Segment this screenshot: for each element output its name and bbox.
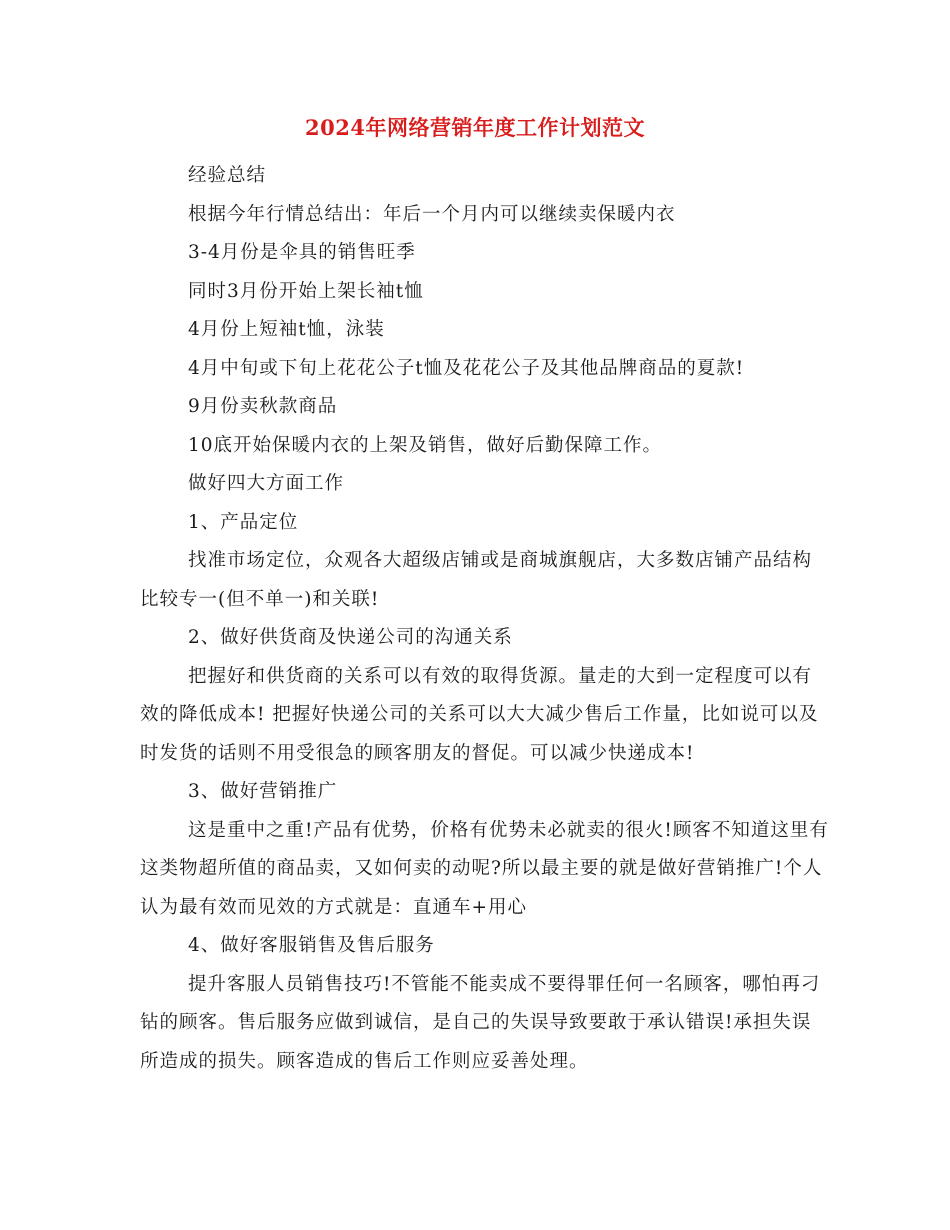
paragraph: 4月份上短袖t恤，泳装: [188, 319, 385, 340]
document-body: [140, 157, 830, 1081]
paragraph: 4月中旬或下旬上花花公子t恤及花花公子及其他品牌商品的夏款!: [188, 357, 745, 379]
paragraph: 1、产品定位: [188, 511, 299, 533]
paragraph: 同时3月份开始上架长袖t恤: [188, 280, 424, 302]
paragraph: 把握好和供货商的关系可以有效的取得货源。量走的大到一定程度可以有效的降低成本! 把握好快递公司的关系可以大大减少售后工作量，比如说可以及时发货的话则不用受很急的顾客朋友的督促。可以减少快递成本!: [140, 665, 819, 764]
paragraph: 找准市场定位，众观各大超级店铺或是商城旗舰店，大多数店铺产品结构比较专一(但不单一)和关联!: [140, 550, 813, 610]
paragraph: 3、做好营销推广: [188, 781, 338, 802]
paragraph: 3-4月份是伞具的销售旺季: [188, 242, 416, 263]
paragraph: 这是重中之重!产品有优势，价格有优势未必就卖的很火!顾客不知道这里有这类物超所值的商品卖，又如何卖的动呢?所以最主要的就是做好营销推广!个人认为最有效而见效的方式就是：直通车+用心: [140, 819, 829, 918]
paragraph: 9月份卖秋款商品: [188, 396, 338, 417]
paragraph: 2、做好供货商及快递公司的沟通关系: [188, 627, 513, 648]
paragraph: 经验总结: [188, 165, 267, 186]
paragraph: 10底开始保暖内衣的上架及销售，做好后勤保障工作。: [188, 434, 663, 456]
paragraph: 提升客服人员销售技巧!不管能不能卖成不要得罪任何一名顾客，哪怕再刁钻的顾客。售后服务应做到诚信，是自己的失误导致要敢于承认错误!承担失误所造成的损失。顾客造成的售后工作则应妥善处理。: [140, 973, 821, 1072]
paragraph: 做好四大方面工作: [188, 473, 345, 494]
document-title: 2024年网络营销年度工作计划范文: [305, 115, 645, 140]
paragraph: 4、做好客服销售及售后服务: [188, 935, 435, 956]
paragraph: 根据今年行情总结出：年后一个月内可以继续卖保暖内衣: [188, 203, 676, 225]
